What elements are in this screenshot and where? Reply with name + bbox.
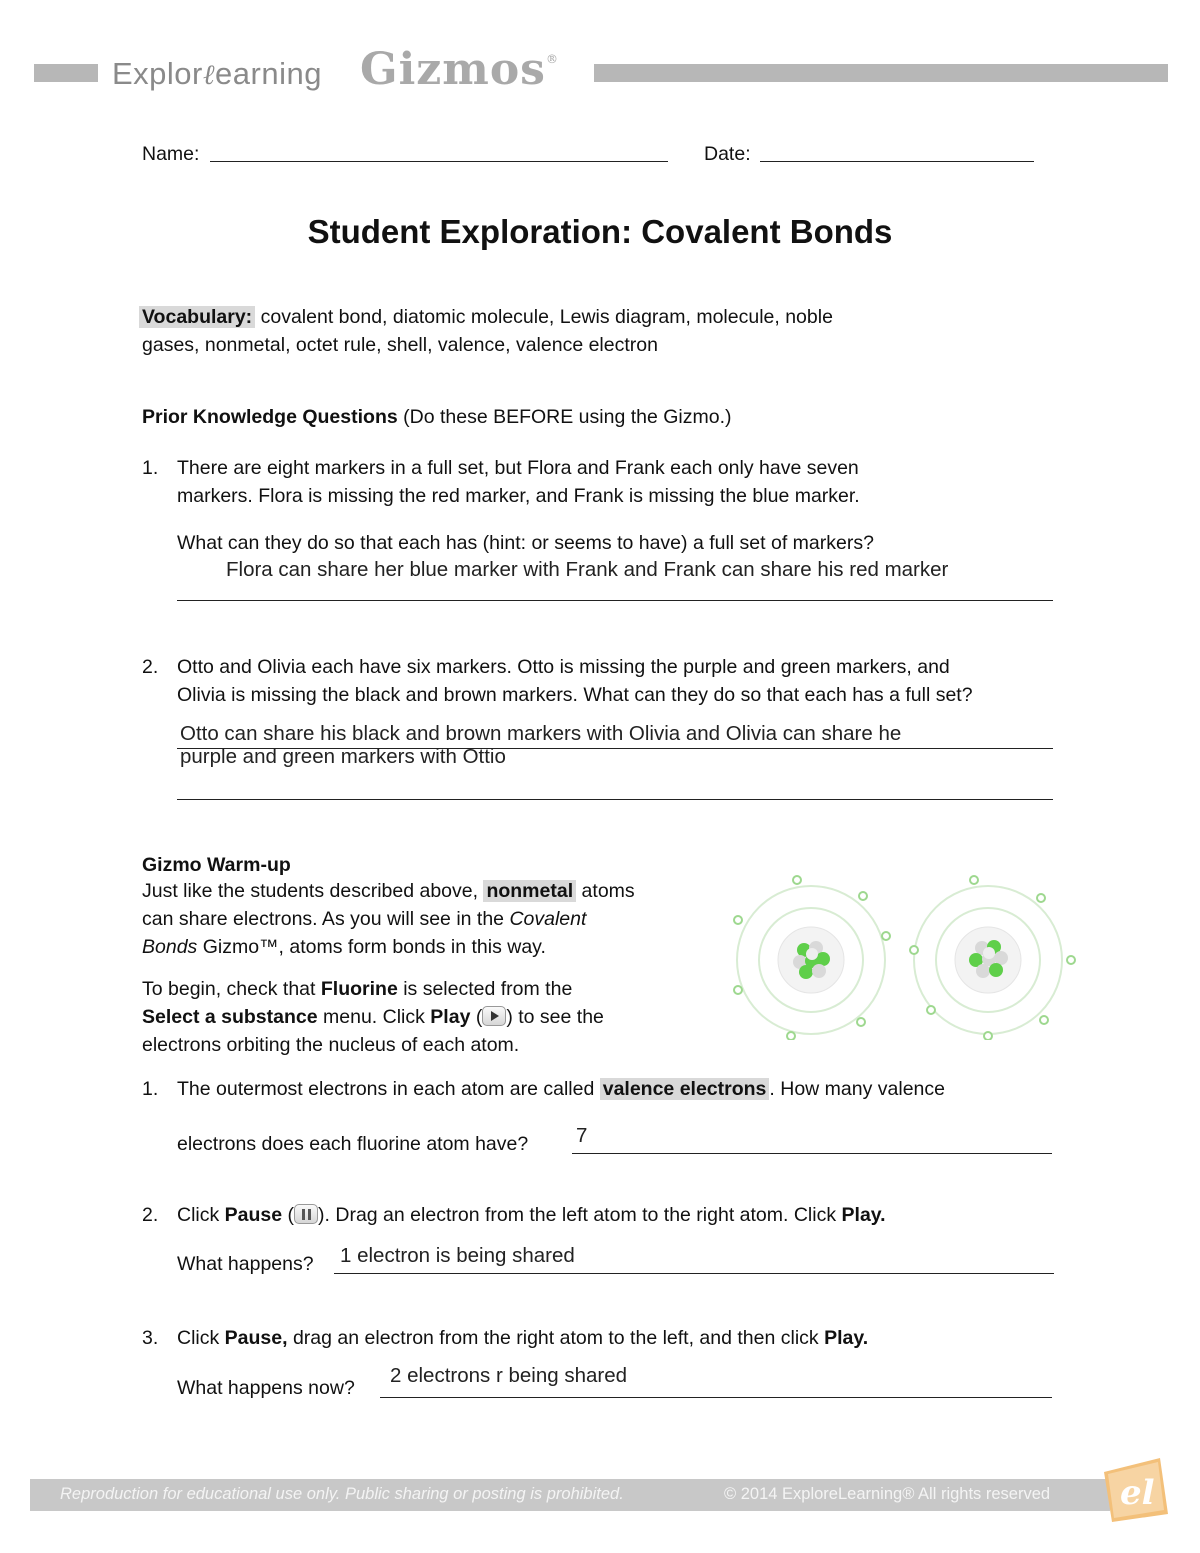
pk-q2-text: Otto and Olivia each have six markers. Otto is missing the purple and green markers, and Olivia is missing the black and brown markers. What can they do so that each has a full set? [177, 656, 973, 706]
svg-text:el: el [1120, 1473, 1155, 1513]
name-field[interactable] [210, 161, 668, 162]
header-bar-left [34, 64, 98, 82]
wu-q1-answer-line [572, 1153, 1052, 1154]
pk-q2-number: 2. [142, 656, 159, 678]
page-title: Student Exploration: Covalent Bonds [307, 213, 893, 250]
pk-q1-text: There are eight markers in a full set, but Flora and Frank each only have seven markers. Flora is missing the red marker, and Frank is missing the blue marker. [177, 457, 860, 507]
wu-q3-number: 3. [142, 1327, 159, 1349]
wu-q1-prompt: electrons does each fluorine atom have? [177, 1133, 529, 1155]
wu-q3-prompt: What happens now? [177, 1377, 355, 1399]
right-atom [910, 876, 1075, 1040]
pk-q2-answer-line1[interactable]: Otto can share his black and brown markers with Olivia and Olivia can share he [180, 722, 902, 745]
warmup-paragraph-2: To begin, check that Fluorine is selected from the Select a substance menu. Click Play ( ) to see the electrons orbiting the nucleus of each atom. [142, 978, 604, 1056]
wu-q3-answer-line [380, 1397, 1052, 1398]
pk-q2-answer-line-b [177, 799, 1053, 800]
fluorine-atoms-illustration [726, 870, 1078, 1040]
pk-q1-answer[interactable]: Flora can share her blue marker with Frank and Frank can share his red marker [226, 558, 949, 581]
wu-q3-text: Click Pause, drag an electron from the right atom to the left, and then click Play. [177, 1327, 869, 1349]
wu-q1-text: The outermost electrons in each atom are called valence electrons . How many valence [177, 1078, 945, 1100]
pk-q1-prompt: What can they do so that each has (hint: or seems to have) a full set of markers? [177, 532, 874, 554]
wu-q3-answer[interactable]: 2 electrons r being shared [390, 1364, 628, 1387]
warmup-heading: Gizmo Warm-up [142, 854, 291, 876]
gizmos-logo: Gizmos® [360, 44, 559, 95]
wu-q2-answer[interactable]: 1 electron is being shared [340, 1244, 575, 1267]
wu-q2-text: Click Pause ( ). Drag an electron from the left atom to the right atom. Click Play. [177, 1204, 886, 1226]
wu-q1-number: 1. [142, 1078, 159, 1100]
wu-q2-number: 2. [142, 1204, 159, 1226]
pause-button-icon [294, 1204, 318, 1224]
header-bar-right [594, 64, 1168, 82]
left-atom [734, 876, 890, 1040]
date-field[interactable] [760, 161, 1034, 162]
wu-q2-answer-line [334, 1273, 1054, 1274]
pk-q1-number: 1. [142, 457, 159, 479]
pk-q2-answer-line2[interactable]: purple and green markers with Ottio [180, 745, 506, 768]
explorelearning-badge-icon [1100, 1452, 1172, 1524]
explorelearning-logo: Explorℓearning [112, 56, 322, 91]
play-button-icon [482, 1006, 506, 1026]
footer-disclaimer: Reproduction for educational use only. Public sharing or posting is prohibited. [60, 1485, 624, 1503]
date-label: Date: [704, 143, 751, 165]
wu-q2-prompt: What happens? [177, 1253, 314, 1275]
footer-copyright: © 2014 ExploreLearning® All rights reserved [724, 1485, 1051, 1503]
warmup-paragraph-1: Just like the students described above, nonmetal atoms can share electrons. As you will see in the Covalent Bonds Gizmo™, atoms form bonds in this way. [142, 880, 635, 958]
pk-q1-answer-line [177, 600, 1053, 601]
vocabulary-label: Vocabulary: [139, 306, 255, 328]
name-label: Name: [142, 143, 200, 165]
vocabulary: Vocabulary: covalent bond, diatomic molecule, Lewis diagram, molecule, noble gases, nonmetal, octet rule, shell, valence, valence electron [142, 303, 1042, 359]
wu-q1-answer[interactable]: 7 [576, 1124, 588, 1147]
prior-knowledge-heading: Prior Knowledge Questions (Do these BEFORE using the Gizmo.) [142, 406, 732, 428]
